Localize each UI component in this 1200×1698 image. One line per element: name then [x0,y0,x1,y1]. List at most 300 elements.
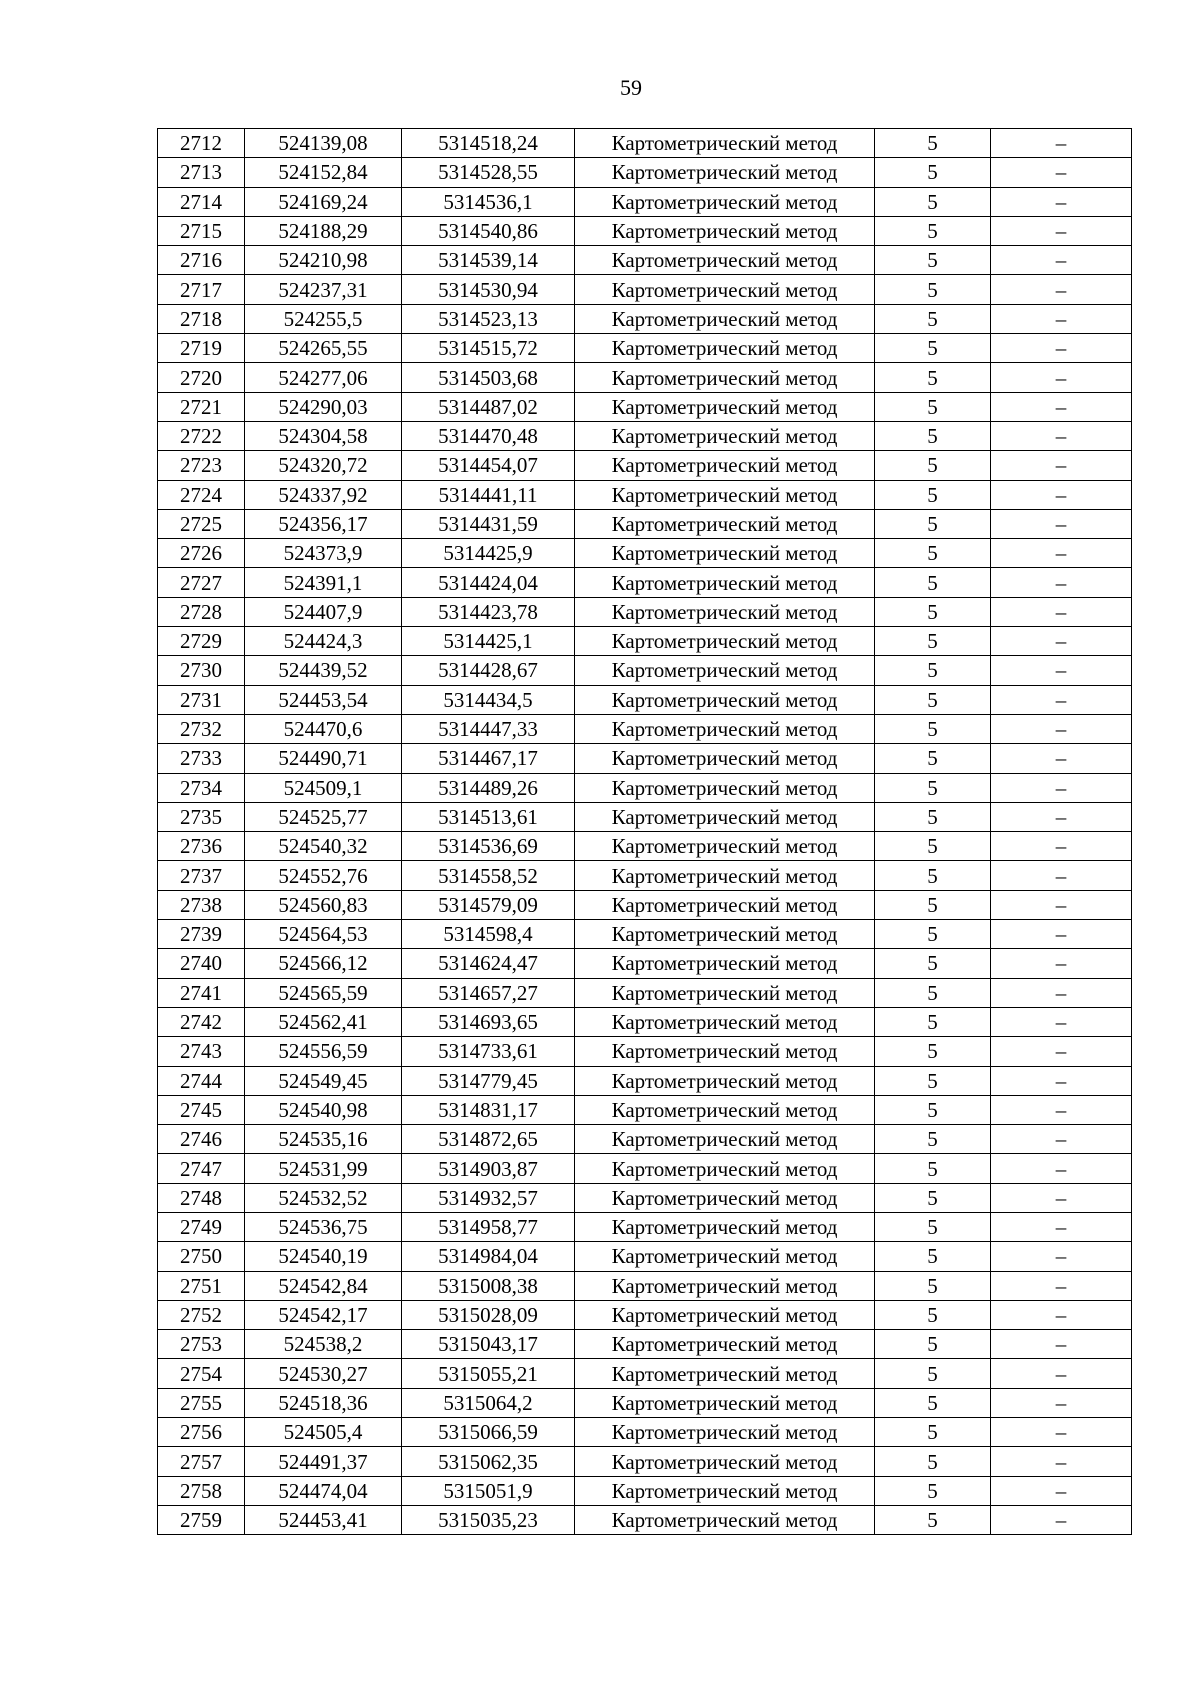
table-row [158,1007,1132,1036]
y-coordinate-cell: 5315028,09 [402,1300,575,1329]
x-coordinate-cell: 524255,5 [245,304,402,333]
y-coordinate-cell: 5314693,65 [402,1007,575,1036]
accuracy-cell: 5 [875,802,991,831]
y-coordinate-cell: 5314779,45 [402,1066,575,1095]
method-cell: Картометрический метод [575,656,875,685]
point-number-cell: 2732 [158,714,245,743]
y-coordinate-cell: 5314503,68 [402,363,575,392]
description-cell: – [991,392,1132,421]
accuracy-cell: 5 [875,363,991,392]
y-coordinate-cell: 5314579,09 [402,890,575,919]
y-coordinate-cell: 5314540,86 [402,216,575,245]
point-number-cell: 2713 [158,158,245,187]
point-number-cell: 2717 [158,275,245,304]
description-cell: – [991,363,1132,392]
accuracy-cell: 5 [875,1359,991,1388]
description-cell: – [991,334,1132,363]
description-cell: – [991,1505,1132,1534]
y-coordinate-cell: 5314872,65 [402,1125,575,1154]
method-cell: Картометрический метод [575,1271,875,1300]
method-cell: Картометрический метод [575,832,875,861]
table-row [158,920,1132,949]
table-row [158,187,1132,216]
coordinates-table [157,128,1132,1535]
description-cell: – [991,568,1132,597]
description-cell: – [991,1037,1132,1066]
accuracy-cell: 5 [875,861,991,890]
accuracy-cell: 5 [875,1476,991,1505]
method-cell: Картометрический метод [575,773,875,802]
table-row [158,304,1132,333]
description-cell: – [991,1359,1132,1388]
accuracy-cell: 5 [875,275,991,304]
method-cell: Картометрический метод [575,216,875,245]
y-coordinate-cell: 5314454,07 [402,451,575,480]
x-coordinate-cell: 524290,03 [245,392,402,421]
table-row [158,1418,1132,1447]
description-cell: – [991,451,1132,480]
point-number-cell: 2726 [158,539,245,568]
point-number-cell: 2715 [158,216,245,245]
method-cell: Картометрический метод [575,1095,875,1124]
description-cell: – [991,802,1132,831]
point-number-cell: 2724 [158,480,245,509]
point-number-cell: 2754 [158,1359,245,1388]
accuracy-cell: 5 [875,539,991,568]
y-coordinate-cell: 5314467,17 [402,744,575,773]
method-cell: Картометрический метод [575,802,875,831]
accuracy-cell: 5 [875,304,991,333]
point-number-cell: 2719 [158,334,245,363]
point-number-cell: 2736 [158,832,245,861]
description-cell: – [991,832,1132,861]
y-coordinate-cell: 5314441,11 [402,480,575,509]
y-coordinate-cell: 5314536,1 [402,187,575,216]
method-cell: Картометрический метод [575,539,875,568]
accuracy-cell: 5 [875,216,991,245]
y-coordinate-cell: 5314431,59 [402,509,575,538]
table-row [158,1271,1132,1300]
accuracy-cell: 5 [875,1242,991,1271]
y-coordinate-cell: 5314657,27 [402,978,575,1007]
table-row [158,1183,1132,1212]
description-cell: – [991,421,1132,450]
table-row [158,627,1132,656]
accuracy-cell: 5 [875,949,991,978]
method-cell: Картометрический метод [575,1505,875,1534]
method-cell: Картометрический метод [575,304,875,333]
method-cell: Картометрический метод [575,363,875,392]
table-row [158,714,1132,743]
method-cell: Картометрический метод [575,480,875,509]
y-coordinate-cell: 5314515,72 [402,334,575,363]
table-row [158,1242,1132,1271]
accuracy-cell: 5 [875,890,991,919]
description-cell: – [991,1388,1132,1417]
point-number-cell: 2740 [158,949,245,978]
accuracy-cell: 5 [875,597,991,626]
table-row [158,1300,1132,1329]
method-cell: Картометрический метод [575,1183,875,1212]
point-number-cell: 2755 [158,1388,245,1417]
description-cell: – [991,1242,1132,1271]
method-cell: Картометрический метод [575,568,875,597]
accuracy-cell: 5 [875,129,991,158]
table-row [158,978,1132,1007]
method-cell: Картометрический метод [575,685,875,714]
accuracy-cell: 5 [875,978,991,1007]
description-cell: – [991,1125,1132,1154]
x-coordinate-cell: 524139,08 [245,129,402,158]
x-coordinate-cell: 524407,9 [245,597,402,626]
point-number-cell: 2712 [158,129,245,158]
table-row [158,1154,1132,1183]
table-row [158,1388,1132,1417]
description-cell: – [991,714,1132,743]
table-row [158,685,1132,714]
point-number-cell: 2735 [158,802,245,831]
point-number-cell: 2758 [158,1476,245,1505]
point-number-cell: 2756 [158,1418,245,1447]
description-cell: – [991,1271,1132,1300]
accuracy-cell: 5 [875,1183,991,1212]
description-cell: – [991,949,1132,978]
x-coordinate-cell: 524531,99 [245,1154,402,1183]
table-row [158,773,1132,802]
point-number-cell: 2718 [158,304,245,333]
accuracy-cell: 5 [875,1505,991,1534]
x-coordinate-cell: 524188,29 [245,216,402,245]
method-cell: Картометрический метод [575,1242,875,1271]
description-cell: – [991,1095,1132,1124]
accuracy-cell: 5 [875,627,991,656]
point-number-cell: 2744 [158,1066,245,1095]
accuracy-cell: 5 [875,744,991,773]
y-coordinate-cell: 5314434,5 [402,685,575,714]
method-cell: Картометрический метод [575,509,875,538]
y-coordinate-cell: 5315008,38 [402,1271,575,1300]
table-row [158,1095,1132,1124]
accuracy-cell: 5 [875,421,991,450]
point-number-cell: 2730 [158,656,245,685]
point-number-cell: 2751 [158,1271,245,1300]
table-row [158,832,1132,861]
table-row [158,275,1132,304]
method-cell: Картометрический метод [575,421,875,450]
table-row [158,1330,1132,1359]
description-cell: – [991,480,1132,509]
accuracy-cell: 5 [875,480,991,509]
point-number-cell: 2728 [158,597,245,626]
description-cell: – [991,509,1132,538]
x-coordinate-cell: 524564,53 [245,920,402,949]
point-number-cell: 2749 [158,1212,245,1241]
description-cell: – [991,978,1132,1007]
y-coordinate-cell: 5315035,23 [402,1505,575,1534]
accuracy-cell: 5 [875,714,991,743]
y-coordinate-cell: 5314489,26 [402,773,575,802]
x-coordinate-cell: 524525,77 [245,802,402,831]
x-coordinate-cell: 524562,41 [245,1007,402,1036]
x-coordinate-cell: 524565,59 [245,978,402,1007]
description-cell: – [991,744,1132,773]
x-coordinate-cell: 524536,75 [245,1212,402,1241]
description-cell: – [991,1476,1132,1505]
x-coordinate-cell: 524530,27 [245,1359,402,1388]
point-number-cell: 2742 [158,1007,245,1036]
table-row [158,1476,1132,1505]
table-row [158,421,1132,450]
table-row [158,509,1132,538]
description-cell: – [991,539,1132,568]
description-cell: – [991,1183,1132,1212]
description-cell: – [991,627,1132,656]
x-coordinate-cell: 524540,98 [245,1095,402,1124]
description-cell: – [991,1418,1132,1447]
x-coordinate-cell: 524453,41 [245,1505,402,1534]
point-number-cell: 2748 [158,1183,245,1212]
description-cell: – [991,304,1132,333]
accuracy-cell: 5 [875,1212,991,1241]
y-coordinate-cell: 5314558,52 [402,861,575,890]
description-cell: – [991,1007,1132,1036]
accuracy-cell: 5 [875,685,991,714]
table-row [158,597,1132,626]
accuracy-cell: 5 [875,1125,991,1154]
table-row [158,1212,1132,1241]
accuracy-cell: 5 [875,1037,991,1066]
table-row [158,363,1132,392]
y-coordinate-cell: 5314958,77 [402,1212,575,1241]
x-coordinate-cell: 524169,24 [245,187,402,216]
table-row [158,1505,1132,1534]
point-number-cell: 2745 [158,1095,245,1124]
point-number-cell: 2747 [158,1154,245,1183]
description-cell: – [991,890,1132,919]
description-cell: – [991,685,1132,714]
table-row [158,392,1132,421]
method-cell: Картометрический метод [575,861,875,890]
point-number-cell: 2752 [158,1300,245,1329]
point-number-cell: 2729 [158,627,245,656]
accuracy-cell: 5 [875,1007,991,1036]
point-number-cell: 2743 [158,1037,245,1066]
point-number-cell: 2741 [158,978,245,1007]
y-coordinate-cell: 5314530,94 [402,275,575,304]
method-cell: Картометрический метод [575,597,875,626]
accuracy-cell: 5 [875,1095,991,1124]
x-coordinate-cell: 524439,52 [245,656,402,685]
x-coordinate-cell: 524490,71 [245,744,402,773]
accuracy-cell: 5 [875,1300,991,1329]
y-coordinate-cell: 5314932,57 [402,1183,575,1212]
description-cell: – [991,129,1132,158]
accuracy-cell: 5 [875,334,991,363]
x-coordinate-cell: 524474,04 [245,1476,402,1505]
x-coordinate-cell: 524320,72 [245,451,402,480]
y-coordinate-cell: 5315055,21 [402,1359,575,1388]
x-coordinate-cell: 524237,31 [245,275,402,304]
y-coordinate-cell: 5314513,61 [402,802,575,831]
point-number-cell: 2723 [158,451,245,480]
y-coordinate-cell: 5314523,13 [402,304,575,333]
method-cell: Картометрический метод [575,246,875,275]
y-coordinate-cell: 5315043,17 [402,1330,575,1359]
point-number-cell: 2721 [158,392,245,421]
description-cell: – [991,1447,1132,1476]
y-coordinate-cell: 5314903,87 [402,1154,575,1183]
point-number-cell: 2739 [158,920,245,949]
table-row [158,1037,1132,1066]
accuracy-cell: 5 [875,158,991,187]
description-cell: – [991,1154,1132,1183]
description-cell: – [991,1300,1132,1329]
method-cell: Картометрический метод [575,920,875,949]
y-coordinate-cell: 5314598,4 [402,920,575,949]
table-row [158,568,1132,597]
accuracy-cell: 5 [875,451,991,480]
point-number-cell: 2722 [158,421,245,450]
point-number-cell: 2759 [158,1505,245,1534]
accuracy-cell: 5 [875,1388,991,1417]
y-coordinate-cell: 5314470,48 [402,421,575,450]
x-coordinate-cell: 524560,83 [245,890,402,919]
point-number-cell: 2757 [158,1447,245,1476]
y-coordinate-cell: 5314423,78 [402,597,575,626]
x-coordinate-cell: 524538,2 [245,1330,402,1359]
table-row [158,744,1132,773]
method-cell: Картометрический метод [575,158,875,187]
x-coordinate-cell: 524535,16 [245,1125,402,1154]
y-coordinate-cell: 5314425,1 [402,627,575,656]
description-cell: – [991,1330,1132,1359]
description-cell: – [991,656,1132,685]
description-cell: – [991,187,1132,216]
table-row [158,861,1132,890]
point-number-cell: 2733 [158,744,245,773]
method-cell: Картометрический метод [575,187,875,216]
point-number-cell: 2750 [158,1242,245,1271]
method-cell: Картометрический метод [575,1476,875,1505]
x-coordinate-cell: 524549,45 [245,1066,402,1095]
accuracy-cell: 5 [875,1271,991,1300]
y-coordinate-cell: 5314424,04 [402,568,575,597]
table-row [158,158,1132,187]
x-coordinate-cell: 524542,84 [245,1271,402,1300]
table-row [158,216,1132,245]
x-coordinate-cell: 524542,17 [245,1300,402,1329]
x-coordinate-cell: 524453,54 [245,685,402,714]
accuracy-cell: 5 [875,1154,991,1183]
accuracy-cell: 5 [875,392,991,421]
point-number-cell: 2727 [158,568,245,597]
x-coordinate-cell: 524552,76 [245,861,402,890]
method-cell: Картометрический метод [575,1212,875,1241]
y-coordinate-cell: 5315051,9 [402,1476,575,1505]
method-cell: Картометрический метод [575,1007,875,1036]
x-coordinate-cell: 524373,9 [245,539,402,568]
method-cell: Картометрический метод [575,627,875,656]
accuracy-cell: 5 [875,656,991,685]
x-coordinate-cell: 524304,58 [245,421,402,450]
method-cell: Картометрический метод [575,129,875,158]
description-cell: – [991,216,1132,245]
method-cell: Картометрический метод [575,1388,875,1417]
point-number-cell: 2725 [158,509,245,538]
accuracy-cell: 5 [875,246,991,275]
description-cell: – [991,1066,1132,1095]
method-cell: Картометрический метод [575,392,875,421]
y-coordinate-cell: 5314487,02 [402,392,575,421]
x-coordinate-cell: 524566,12 [245,949,402,978]
y-coordinate-cell: 5314447,33 [402,714,575,743]
y-coordinate-cell: 5314428,67 [402,656,575,685]
y-coordinate-cell: 5314539,14 [402,246,575,275]
point-number-cell: 2737 [158,861,245,890]
description-cell: – [991,1212,1132,1241]
table-row [158,949,1132,978]
point-number-cell: 2746 [158,1125,245,1154]
method-cell: Картометрический метод [575,714,875,743]
y-coordinate-cell: 5315064,2 [402,1388,575,1417]
table-row [158,539,1132,568]
table-row [158,656,1132,685]
description-cell: – [991,773,1132,802]
method-cell: Картометрический метод [575,1418,875,1447]
x-coordinate-cell: 524556,59 [245,1037,402,1066]
method-cell: Картометрический метод [575,890,875,919]
y-coordinate-cell: 5314733,61 [402,1037,575,1066]
table-row [158,334,1132,363]
y-coordinate-cell: 5314624,47 [402,949,575,978]
description-cell: – [991,920,1132,949]
table-row [158,480,1132,509]
accuracy-cell: 5 [875,1447,991,1476]
y-coordinate-cell: 5315066,59 [402,1418,575,1447]
point-number-cell: 2716 [158,246,245,275]
x-coordinate-cell: 524540,19 [245,1242,402,1271]
description-cell: – [991,597,1132,626]
x-coordinate-cell: 524356,17 [245,509,402,538]
accuracy-cell: 5 [875,187,991,216]
x-coordinate-cell: 524337,92 [245,480,402,509]
x-coordinate-cell: 524391,1 [245,568,402,597]
method-cell: Картометрический метод [575,1125,875,1154]
point-number-cell: 2720 [158,363,245,392]
method-cell: Картометрический метод [575,1154,875,1183]
x-coordinate-cell: 524491,37 [245,1447,402,1476]
point-number-cell: 2738 [158,890,245,919]
description-cell: – [991,158,1132,187]
table-row [158,246,1132,275]
accuracy-cell: 5 [875,920,991,949]
accuracy-cell: 5 [875,1066,991,1095]
method-cell: Картометрический метод [575,334,875,363]
x-coordinate-cell: 524509,1 [245,773,402,802]
point-number-cell: 2753 [158,1330,245,1359]
accuracy-cell: 5 [875,568,991,597]
method-cell: Картометрический метод [575,1447,875,1476]
x-coordinate-cell: 524152,84 [245,158,402,187]
method-cell: Картометрический метод [575,978,875,1007]
table-row [158,890,1132,919]
table-row [158,1359,1132,1388]
accuracy-cell: 5 [875,1330,991,1359]
y-coordinate-cell: 5314831,17 [402,1095,575,1124]
y-coordinate-cell: 5314425,9 [402,539,575,568]
x-coordinate-cell: 524505,4 [245,1418,402,1447]
description-cell: – [991,861,1132,890]
